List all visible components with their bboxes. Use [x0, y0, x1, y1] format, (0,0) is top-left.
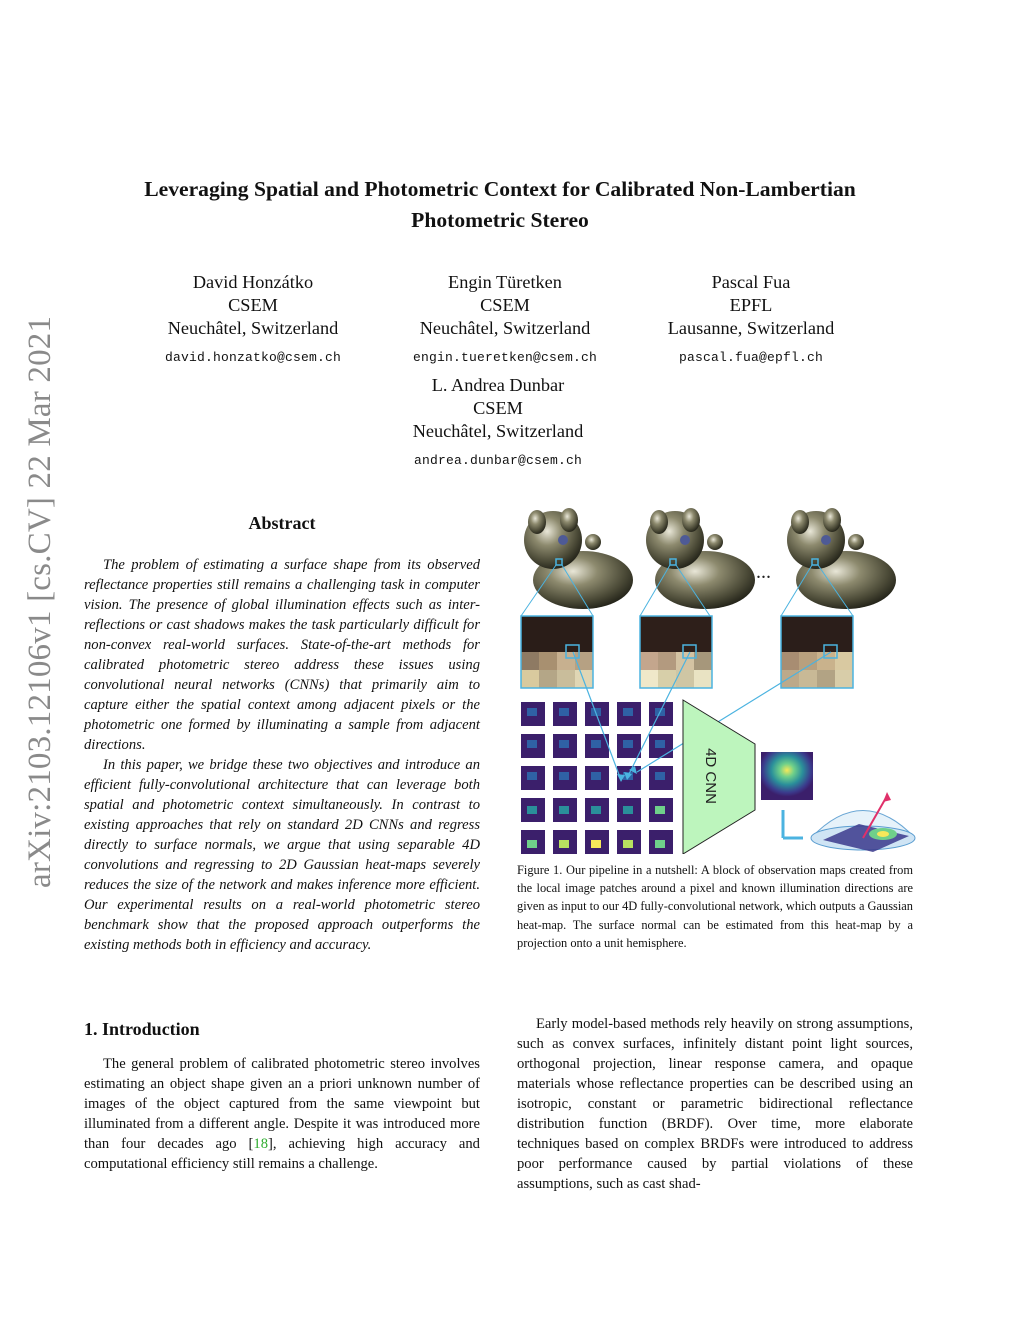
pipeline-figure-svg	[513, 508, 918, 854]
introduction-body	[84, 1054, 480, 1174]
author-place: Lausanne, Switzerland	[667, 318, 835, 338]
abstract-paragraph-1: The problem of estimating a surface shape from its observed reflectance properties still remains a challenging task in computer vision. The presence of global illumination effects such as inter-reflections or cast shadows makes the task particularly difficult for non-convex real-world surfaces. State-of-the-art methods for calibrated photometric stereo address these issues using convolutional neural networks (CNNs) that primarily aim to capture either the spatial context among adjacent pixels or the photometric one formed by illuminating a sample from adjacent directions.	[84, 557, 480, 753]
object-render-3	[787, 508, 896, 609]
title-line-1: Leveraging Spatial and Photometric Context for Calibrated Non-Lambertian	[144, 177, 856, 201]
author-email[interactable]: david.honzatko@csem.ch	[164, 350, 342, 365]
image-patch-3	[781, 616, 853, 688]
author-place: Neuchâtel, Switzerland	[167, 318, 339, 338]
cnn-label: 4D CNN	[702, 748, 719, 804]
abstract-body	[84, 555, 480, 955]
figure-1-caption: Figure 1. Our pipeline in a nutshell: A block of observation maps created from the local image patches around a pixel and known illumination directions are given as input to our 4D fully-convolutional network, which outputs a Gaussian heat-map. The surface normal can be estimated from this heat-map by a projection onto a unit hemisphere.	[517, 863, 913, 950]
author-org: EPFL	[729, 295, 773, 315]
author-org: CSEM	[480, 295, 530, 315]
author-place: Neuchâtel, Switzerland	[412, 421, 584, 441]
author-name: Engin Türetken	[448, 272, 562, 292]
author-name: Pascal Fua	[711, 272, 791, 292]
right-paragraph-1: Early model-based methods rely heavily on strong assumptions, such as convex surfaces, infinitely distant point light sources, orthogonal projection, linear response camera, and opaque materials whose reflectance properties can be described using an isotropic, constant or parametric bidirectional reflectance distribution function (BRDF). Over time, more elaborate techniques based on complex BRDFs were introduced to address poor performance caused by partial violations of these assumptions, such as cast shad-	[517, 1016, 913, 1192]
author-name: L. Andrea Dunbar	[431, 375, 565, 395]
object-render-1	[524, 508, 633, 609]
right-column-body	[517, 1014, 913, 1194]
author-email[interactable]: pascal.fua@epfl.ch	[678, 350, 824, 365]
unit-hemisphere	[811, 792, 915, 852]
cnn-block	[683, 700, 755, 854]
image-patch-2	[640, 616, 712, 688]
introduction-heading: 1. Introduction	[84, 1019, 200, 1039]
author-block-1	[128, 271, 378, 369]
object-render-2	[646, 508, 755, 609]
ellipsis-text: ...	[756, 561, 771, 583]
author-block-2	[380, 271, 630, 369]
figure-1	[513, 508, 918, 854]
abstract-paragraph-2: In this paper, we bridge these two objectives and introduce an efficient fully-convolutional architecture that can leverage both spatial and photometric context simultaneously. In contrast to existing approaches that rely on standard 2D CNNs and regress directly to surface normals, we argue that using separable 4D convolutions and regressing to 2D Gaussian heat-maps severely reduces the size of the network and makes inference more efficient. Our experimental results on a real-world photometric stereo benchmark show that the proposed approach outperforms the existing methods both in efficiency and accuracy.	[84, 757, 480, 953]
title-line-2: Photometric Stereo	[411, 208, 589, 232]
author-block-3	[626, 271, 876, 369]
author-name: David Honzátko	[192, 272, 314, 292]
arxiv-identifier: arXiv:2103.12106v1 [cs.CV] 22 Mar 2021	[22, 315, 58, 888]
output-heatmap	[761, 752, 813, 800]
author-org: CSEM	[228, 295, 278, 315]
intro-text-part-1: The general problem of calibrated photometric stereo involves estimating an object shape given an a priori unknown number of images of the object captured from the same viewpoint but illuminated from a different angle. Despite it was introduced more than four decades ago [	[84, 1056, 480, 1152]
citation-link[interactable]: 18	[253, 1136, 269, 1152]
paper-title	[80, 174, 920, 236]
author-email[interactable]: engin.tueretken@csem.ch	[412, 350, 598, 365]
intro-text-part-2: ], achieving high accuracy and computational efficiency still remains a challenge.	[84, 1136, 480, 1172]
author-email[interactable]: andrea.dunbar@csem.ch	[413, 453, 583, 468]
abstract-heading: Abstract	[248, 513, 316, 533]
author-place: Neuchâtel, Switzerland	[419, 318, 591, 338]
author-block-4	[373, 374, 623, 472]
introduction-paragraph-1	[84, 1054, 480, 1174]
observation-map-grid	[521, 702, 673, 854]
author-org: CSEM	[473, 398, 523, 418]
